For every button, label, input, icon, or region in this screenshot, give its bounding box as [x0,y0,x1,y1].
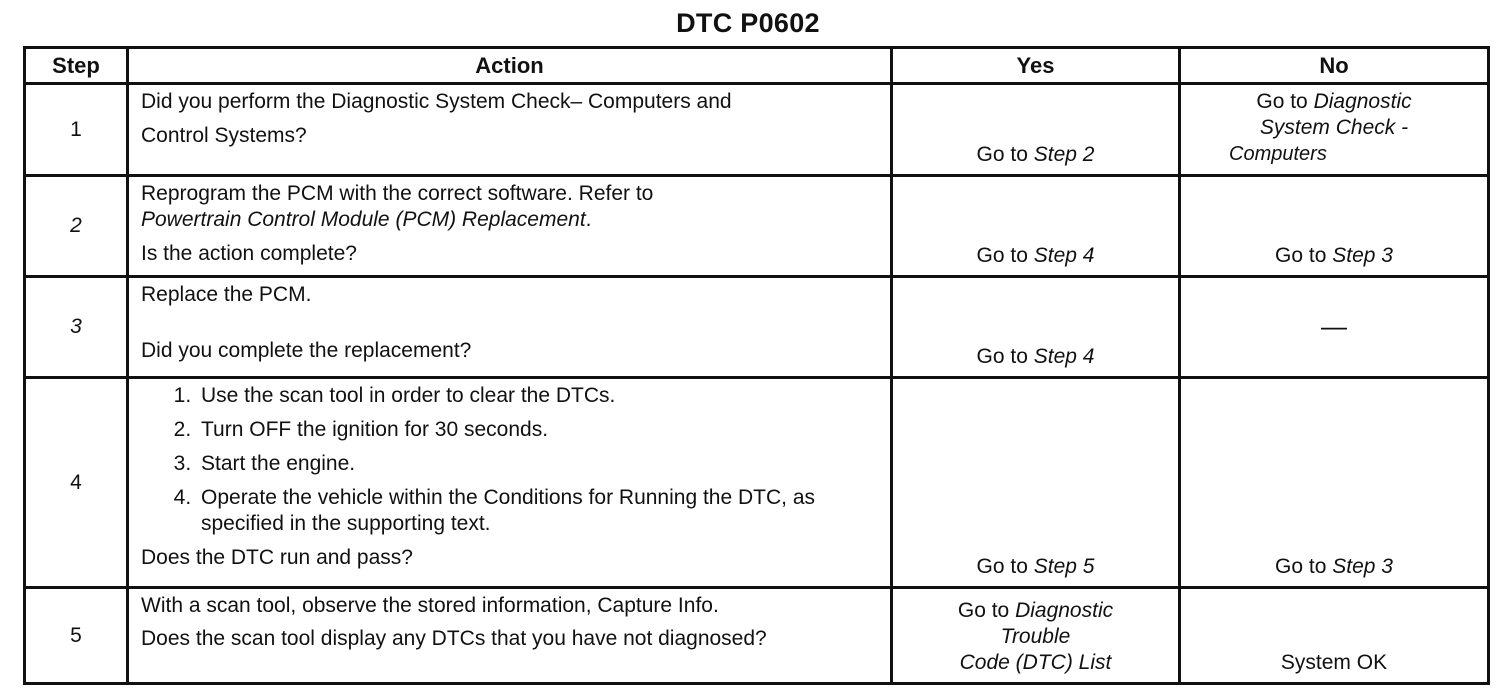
action-cell [128,588,892,684]
action-text: . [585,208,592,231]
no-cell [1180,378,1489,588]
pcm-replacement-link[interactable]: Powertrain Control Module (PCM) Replacement [141,208,586,231]
dash-text: — [1321,311,1347,341]
action-question: Did you complete the replacement? [141,339,472,362]
list-item: 4. Operate the vehicle within the Conditions for Running the DTC, as specified in the supporting text. [197,485,880,537]
step-number: 2 [25,176,128,277]
action-question: Does the scan tool display any DTCs that you have not diagnosed? [141,627,767,650]
table-row [25,378,1489,588]
goto-text: Go to [976,244,1034,267]
step-link[interactable]: Step 4 [1033,345,1095,368]
step-number: 3 [25,277,128,378]
step-link[interactable]: Step 3 [1332,244,1393,267]
goto-text: Go to [1275,555,1333,578]
diagnostic-table [23,46,1490,685]
dtc-list-link-cont[interactable]: Code (DTC) List [959,651,1112,674]
action-cell [128,84,892,176]
header-no: No [1180,48,1489,84]
step-link[interactable]: Step 5 [1033,555,1095,578]
table-row [25,84,1489,176]
step-number: 5 [25,588,128,684]
yes-cell [892,277,1180,378]
no-cell [1180,588,1489,684]
goto-text: Go to [1256,90,1314,113]
goto-text: Go to [976,555,1034,578]
step-link[interactable]: Step 3 [1332,555,1393,578]
no-cell [1180,84,1489,176]
yes-cell [892,378,1180,588]
goto-text: Go to [1275,244,1333,267]
action-text: Did you perform the Diagnostic System Check– Computers and [141,90,732,113]
goto-text: Go to [957,599,1016,622]
action-cell [128,176,892,277]
table-row [25,588,1489,684]
list-item: 2. Turn OFF the ignition for 30 seconds. [197,417,880,443]
list-item: 3. Start the engine. [197,451,880,477]
procedure-list [141,383,880,537]
page-title: DTC P0602 [676,8,820,38]
step-number: 4 [25,378,128,588]
action-question: Is the action complete? [141,242,357,265]
table-header-row [25,48,1489,84]
dtc-list-link-cont[interactable]: Trouble [1000,625,1071,648]
system-ok-text: System OK [1280,651,1388,674]
list-item: 1. Use the scan tool in order to clear the DTCs. [197,383,880,409]
action-text: With a scan tool, observe the stored information, Capture Info. [141,594,719,617]
diagnostic-system-check-link-cont[interactable]: System Check - [1259,116,1409,139]
header-action: Action [128,48,892,84]
table-row [25,277,1489,378]
goto-text: Go to [976,345,1034,368]
header-step: Step [25,48,128,84]
step-link[interactable]: Step 4 [1033,244,1095,267]
action-text: Reprogram the PCM with the correct software. Refer to [141,182,654,205]
no-cell [1180,277,1489,378]
step-number: 1 [25,84,128,176]
action-cell [128,378,892,588]
action-text: Replace the PCM. [141,283,312,306]
no-cell [1180,176,1489,277]
table-row [25,176,1489,277]
diagnostic-system-check-link[interactable]: Diagnostic [1313,90,1412,113]
action-question: Does the DTC run and pass? [141,546,413,569]
header-yes: Yes [892,48,1180,84]
diagnostic-system-check-link-cont[interactable]: Computers [1229,143,1327,165]
yes-cell [892,84,1180,176]
goto-text: Go to [976,143,1034,166]
step-link[interactable]: Step 2 [1033,143,1095,166]
yes-cell [892,588,1180,684]
action-text: Control Systems? [141,124,307,147]
yes-cell [892,176,1180,277]
action-cell [128,277,892,378]
dtc-list-link[interactable]: Diagnostic [1015,599,1114,622]
